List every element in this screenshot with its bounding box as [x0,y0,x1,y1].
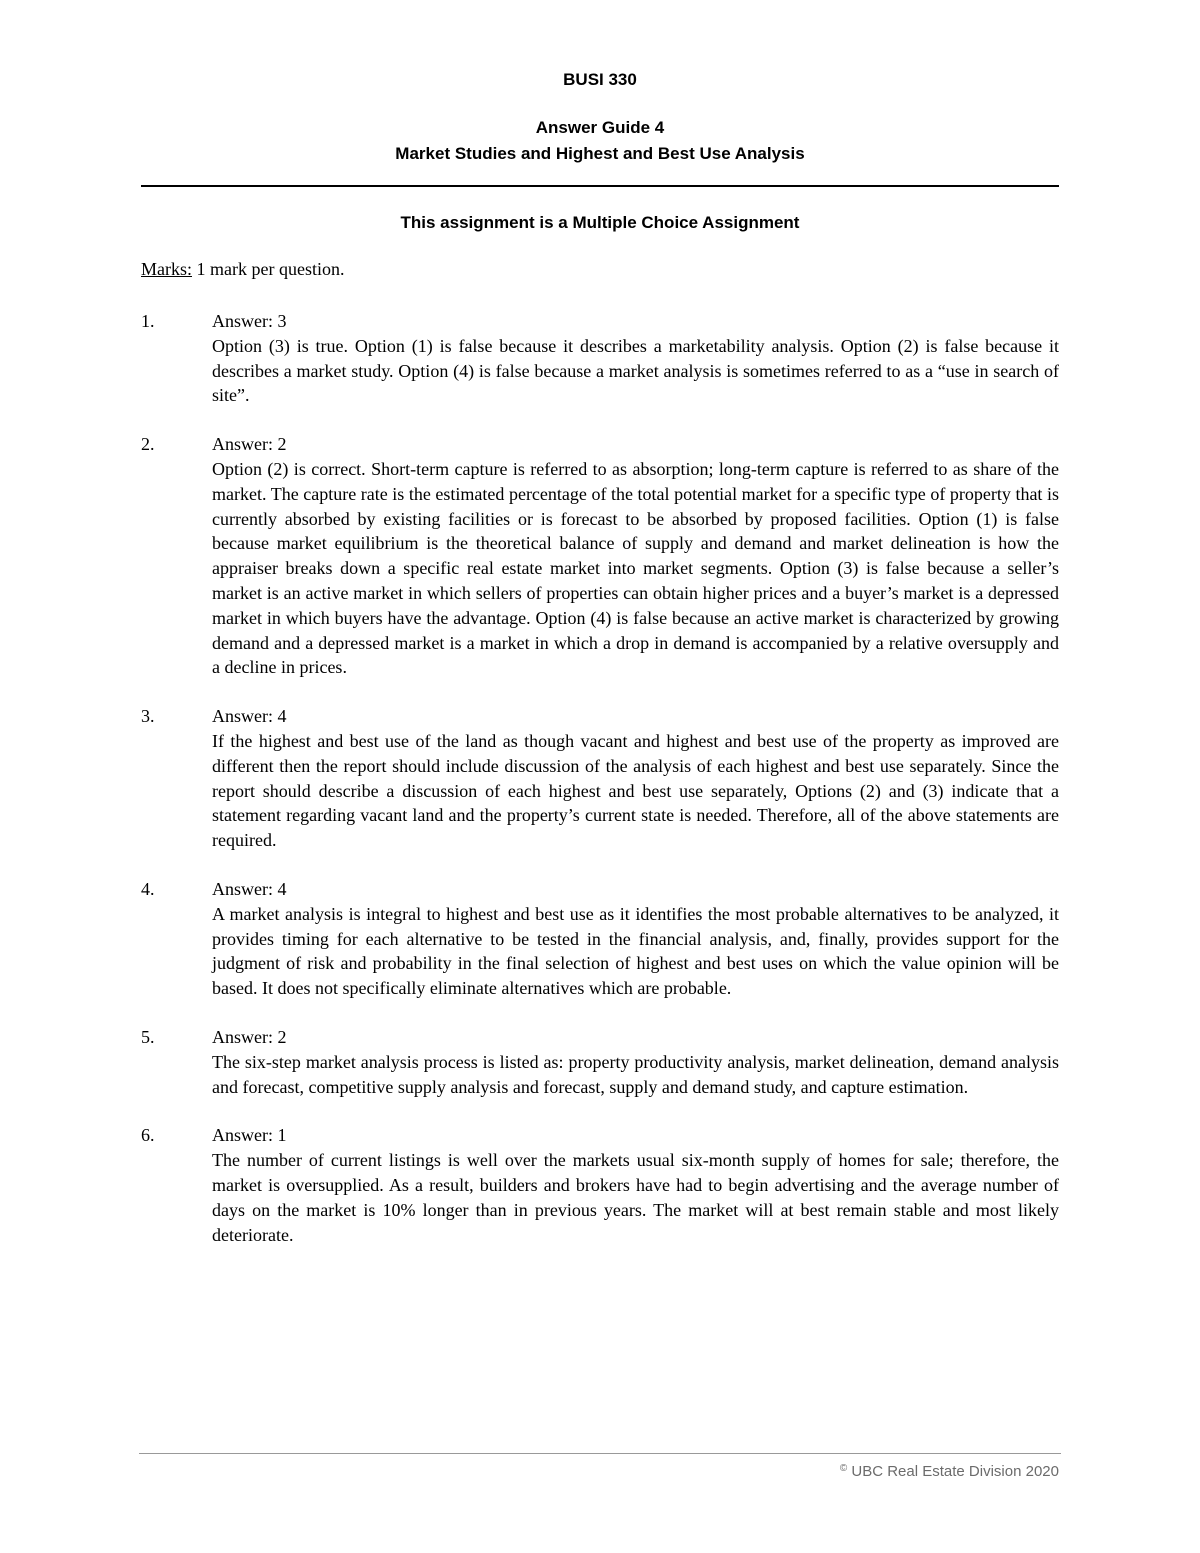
assignment-type-heading: This assignment is a Multiple Choice Assignment [400,213,800,232]
answer-explanation: Option (2) is correct. Short-term capture is referred to as absorption; long-term capture is referred to as share of the market. The capture rate is the estimated percentage of the total potential market for a specific type of property that is currently absorbed by existing facilities or is forecast to be absorbed by proposed facilities. Option (1) is false because market equilibrium is the theoretical balance of supply and demand and market delineation is how the appraiser breaks down a specific real estate market into market segments. Option (3) is false because a seller’s market is an active market in which sellers of properties can obtain higher prices and a buyer’s market is a depressed market in which buyers have the advantage. Option (4) is false because an active market is characterized by growing demand and a depressed market is a market in which a drop in demand is accompanied by a relative oversupply and a decline in prices. [212,458,1059,678]
answer-explanation: A market analysis is integral to highest and best use as it identifies the most probable alternatives to be analyzed, it provides timing for each alternative to be tested in the financial analysis, and, finally, provides support for the judgment of risk and probability in the final selection of highest and best uses on which the value opinion will be based. It does not specifically eliminate alternatives which are probable. [212,903,1059,999]
copyright-symbol: © [839,1463,848,1474]
answer-value: Answer: 4 [212,878,287,899]
answer-item-3 [141,704,1059,853]
answer-value: Answer: 2 [212,1026,287,1047]
answer-list [141,309,1059,1271]
question-number: 2. [141,434,155,455]
footer-divider [139,1453,1061,1454]
document-subtitle: Market Studies and Highest and Best Use Analysis [395,144,805,163]
marks-label: Marks: [141,259,192,279]
answer-item-1 [141,309,1059,408]
course-code: BUSI 330 [563,70,637,89]
answer-value: Answer: 2 [212,434,287,455]
answer-item-4 [141,877,1059,1001]
question-number: 6. [141,1125,155,1146]
footer-copyright [840,1463,1059,1480]
question-number: 3. [141,706,155,727]
answer-item-5 [141,1025,1059,1099]
answer-value: Answer: 1 [212,1125,287,1146]
marks-text: 1 mark per question. [196,259,345,279]
question-number: 5. [141,1026,155,1047]
answer-explanation: The six-step market analysis process is listed as: property productivity analysis, market delineation, demand analysis and forecast, competitive supply analysis and forecast, supply and demand study, and capture estimation. [212,1051,1059,1097]
footer-text: UBC Real Estate Division 2020 [851,1463,1059,1480]
answer-item-2 [141,432,1059,680]
document-title: Answer Guide 4 [535,118,665,137]
header-divider [141,185,1059,187]
answer-item-6 [141,1123,1059,1247]
question-number: 4. [141,878,155,899]
answer-value: Answer: 4 [212,706,287,727]
answer-explanation: Option (3) is true. Option (1) is false because it describes a marketability analysis. Option (2) is false because it describes a market study. Option (4) is false because a market analysis is sometimes referred to as a “use in search of site”. [212,335,1059,406]
marks-line [141,259,344,280]
answer-value: Answer: 3 [212,311,287,331]
question-number: 1. [141,311,155,331]
answer-explanation: If the highest and best use of the land as though vacant and highest and best use of the property as improved are different then the report should include discussion of the analysis of each highest and best use separately. Since the report should describe a discussion of each highest and best use separately, Options (2) and (3) indicate that a statement regarding vacant land and the property’s current state is needed. Therefore, all of the above statements are required. [212,730,1059,851]
answer-explanation: The number of current listings is well over the markets usual six-month supply of homes for sale; therefore, the market is oversupplied. As a result, builders and brokers have had to begin advertising and the average number of days on the market is 10% longer than in previous years. The market will at best remain stable and most likely deteriorate. [212,1150,1059,1245]
